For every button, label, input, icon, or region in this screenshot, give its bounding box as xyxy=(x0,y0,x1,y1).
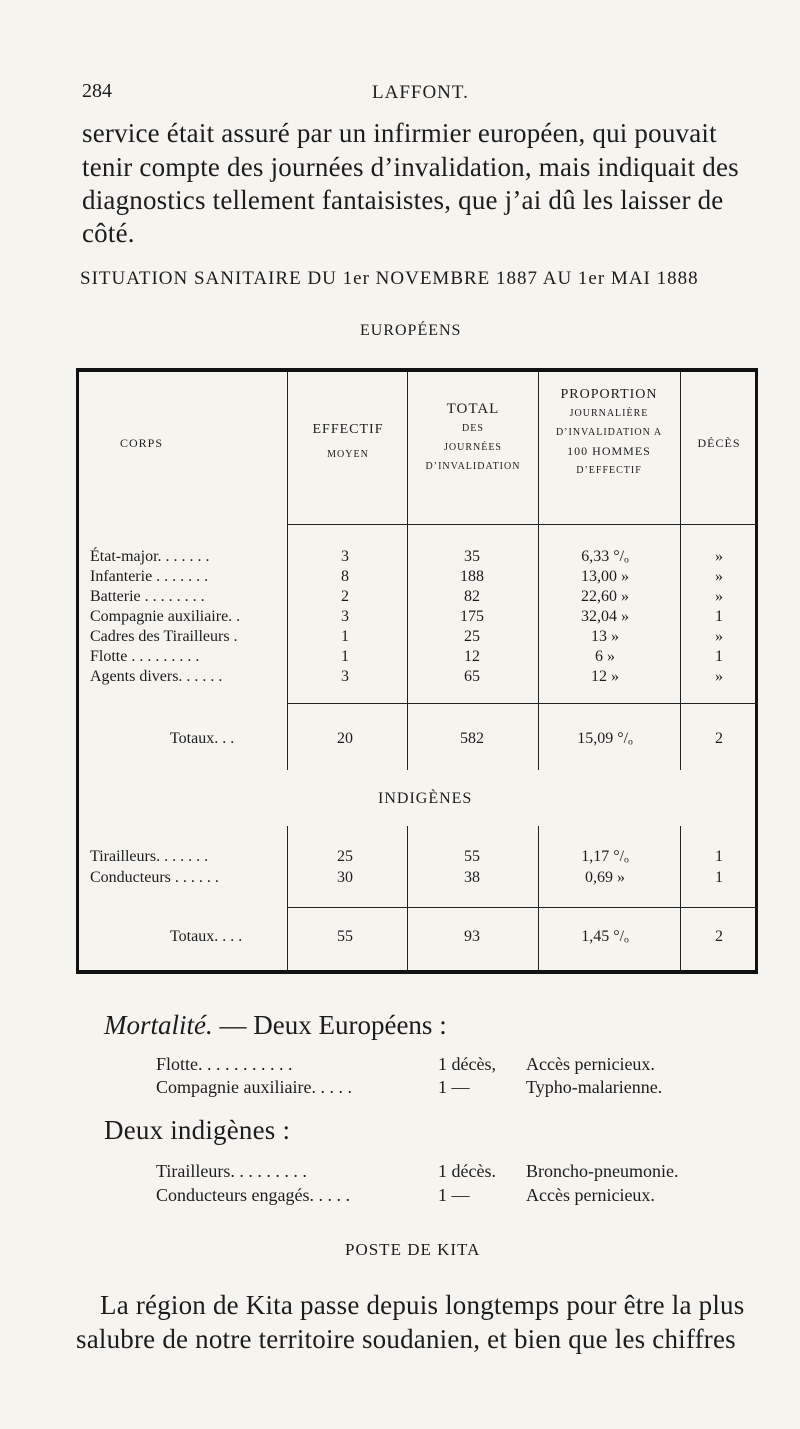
cell-effectif: 8 xyxy=(341,568,349,585)
cell-effectif: 3 xyxy=(341,608,349,625)
cell-proportion: 1,17 °/ₒ xyxy=(581,848,629,865)
mortality-corps: Compagnie auxiliaire. . . . . xyxy=(156,1077,352,1097)
cell-effectif: 1 xyxy=(341,628,349,645)
cell-journees: 55 xyxy=(464,848,480,865)
totals-label: Totaux. . . . xyxy=(170,928,243,945)
mortality-count: 1 — xyxy=(438,1077,470,1097)
cell-proportion: 6,33 °/ₒ xyxy=(581,548,629,565)
mortality-corps: Tirailleurs. . . . . . . . . xyxy=(156,1161,307,1181)
column-header-effectif: EFFECTIF MOYEN xyxy=(312,422,384,460)
cell-proportion: 6 » xyxy=(595,648,615,665)
cell-corps: Conducteurs . . . . . . xyxy=(90,869,219,886)
cell-effectif: 2 xyxy=(341,588,349,605)
cell-journees: 12 xyxy=(464,648,480,665)
cell-journees: 582 xyxy=(460,730,484,747)
cell-deces: » xyxy=(715,588,723,605)
cell-effectif: 3 xyxy=(341,668,349,685)
page-number: 284 xyxy=(82,80,112,102)
cell-effectif: 55 xyxy=(337,928,353,945)
cell-journees: 25 xyxy=(464,628,480,645)
cell-effectif: 20 xyxy=(337,730,353,747)
intro-line: diagnostics tellement fantaisistes, que j’ai dû les laisser de xyxy=(82,185,724,215)
cell-effectif: 25 xyxy=(337,848,353,865)
mortality-count: 1 décès, xyxy=(438,1054,496,1074)
section-europeens: EUROPÉENS xyxy=(360,322,462,339)
cell-corps: Agents divers. . . . . . xyxy=(90,668,223,685)
cell-corps: Compagnie auxiliaire. . xyxy=(90,608,241,625)
mortality-count: 1 décès. xyxy=(438,1161,496,1181)
column-header-deces: DÉCÈS xyxy=(697,436,741,450)
mortality-count: 1 — xyxy=(438,1185,470,1205)
cell-deces: 2 xyxy=(715,928,723,945)
cell-proportion: 0,69 » xyxy=(585,869,625,886)
cell-effectif: 30 xyxy=(337,869,353,886)
cell-deces: 1 xyxy=(715,608,723,625)
cell-journees: 175 xyxy=(460,608,484,625)
cell-deces: 1 xyxy=(715,848,723,865)
totals-label: Totaux. . . xyxy=(170,730,235,747)
cell-proportion: 1,45 °/ₒ xyxy=(581,928,629,945)
totals-rule xyxy=(288,907,758,908)
outro-line: salubre de notre territoire soudanien, et bien que les chiffres xyxy=(76,1324,736,1354)
intro-line: tenir compte des journées d’invalidation, mais indiquait des xyxy=(82,152,739,182)
cell-journees: 82 xyxy=(464,588,480,605)
column-divider xyxy=(287,372,288,970)
outro-line: La région de Kita passe depuis longtemps pour être la plus xyxy=(100,1290,745,1320)
column-divider xyxy=(407,372,408,970)
cell-corps: État-major. . . . . . . xyxy=(90,548,210,565)
cell-corps: Infanterie . . . . . . . xyxy=(90,568,209,585)
column-header-proportion: PROPORTION JOURNALIÈRE D’INVALIDATION A 100 HOMMES D’EFFECTIF xyxy=(555,387,663,476)
running-title: LAFFONT. xyxy=(372,82,469,103)
cell-corps: Flotte . . . . . . . . . xyxy=(90,648,200,665)
mortality-cause: Typho-malarienne. xyxy=(526,1077,663,1097)
cell-deces: » xyxy=(715,548,723,565)
cell-proportion: 15,09 °/ₒ xyxy=(577,730,633,747)
table-title: SITUATION SANITAIRE DU 1er NOVEMBRE 1887 AU 1er MAI 1888 xyxy=(80,268,699,289)
cell-deces: 1 xyxy=(715,869,723,886)
mortalite-italic: Mortalité. xyxy=(104,1010,213,1040)
cell-effectif: 3 xyxy=(341,548,349,565)
cell-journees: 188 xyxy=(460,568,484,585)
cell-journees: 35 xyxy=(464,548,480,565)
cell-journees: 65 xyxy=(464,668,480,685)
cell-proportion: 22,60 » xyxy=(581,588,629,605)
poste-heading: POSTE DE KITA xyxy=(345,1240,481,1259)
column-header-corps: CORPS xyxy=(120,436,164,450)
mortality-cause: Accès pernicieux. xyxy=(526,1185,655,1205)
cell-corps: Cadres des Tirailleurs . xyxy=(90,628,238,645)
mortality-corps: Conducteurs engagés. . . . . xyxy=(156,1185,350,1205)
mortality-corps: Flotte. . . . . . . . . . . xyxy=(156,1054,293,1074)
intro-line: service était assuré par un infirmier européen, qui pouvait xyxy=(82,118,717,148)
column-divider xyxy=(680,372,681,970)
mortality-cause: Accès pernicieux. xyxy=(526,1054,655,1074)
header-rule xyxy=(288,524,758,525)
cell-corps: Tirailleurs. . . . . . . xyxy=(90,848,209,865)
cell-deces: » xyxy=(715,668,723,685)
mortalite-rest: — Deux Européens : xyxy=(219,1010,447,1040)
cell-journees: 93 xyxy=(464,928,480,945)
mortality-cause: Broncho-pneumonie. xyxy=(526,1161,679,1181)
totals-rule xyxy=(288,703,758,704)
cell-corps: Batterie . . . . . . . . xyxy=(90,588,205,605)
section-indigenes: INDIGÈNES xyxy=(378,790,473,807)
cell-proportion: 13,00 » xyxy=(581,568,629,585)
column-header-total: TOTAL DES JOURNÉES D’INVALIDATION xyxy=(425,401,521,472)
intro-line: côté. xyxy=(82,218,135,248)
cell-deces: 2 xyxy=(715,730,723,747)
cell-deces: 1 xyxy=(715,648,723,665)
cell-journees: 38 xyxy=(464,869,480,886)
cell-proportion: 32,04 » xyxy=(581,608,629,625)
cell-deces: » xyxy=(715,568,723,585)
cell-deces: » xyxy=(715,628,723,645)
indigenes-heading: Deux indigènes : xyxy=(104,1115,291,1145)
mortalite-heading xyxy=(104,1010,447,1041)
cell-proportion: 12 » xyxy=(591,668,619,685)
cell-effectif: 1 xyxy=(341,648,349,665)
cell-proportion: 13 » xyxy=(591,628,619,645)
